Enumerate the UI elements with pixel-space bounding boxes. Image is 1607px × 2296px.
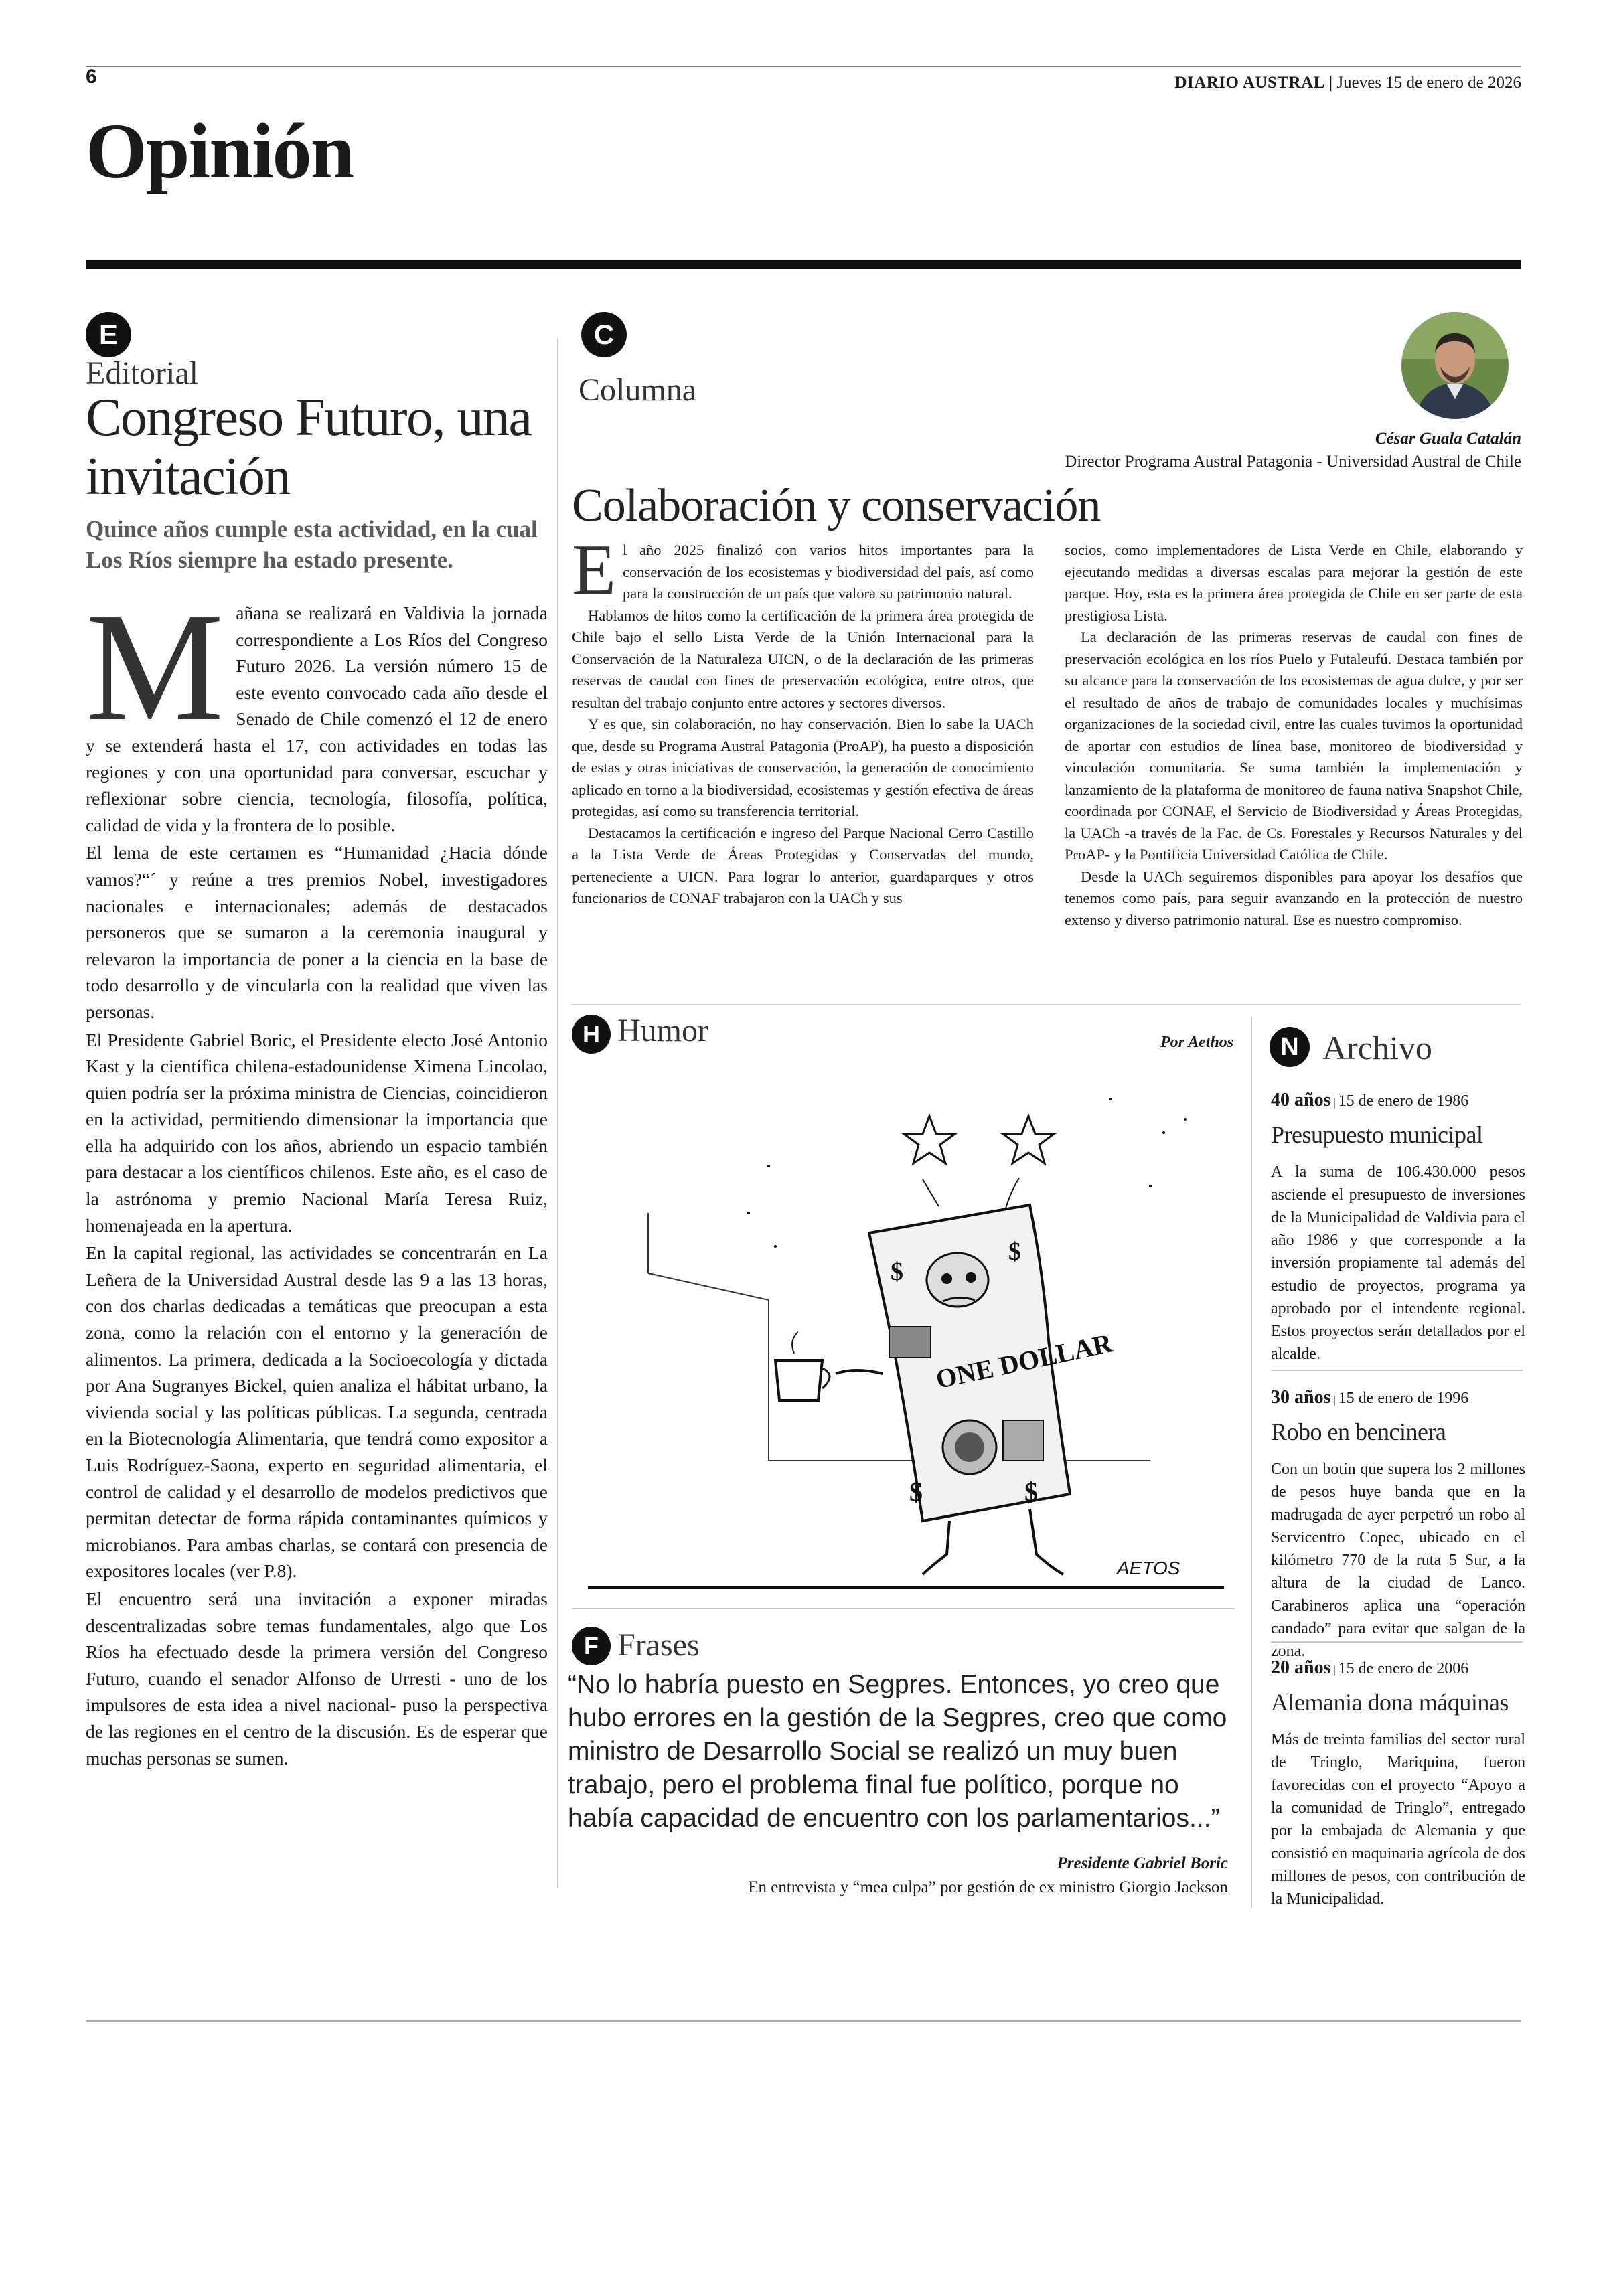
- editorial-paragraph: El Presidente Gabriel Boric, el Presidente electo José Antonio Kast y la científica chilena-estadounidense Ximena Lincolao, quien podría ser la próxima ministra de Ciencias, coincidieron en la actividad, permitiendo dimensionar la importancia que ella ha adquirido con los años, abriendo un espacio también para destacar a los científicos chilenos. Este año, es el caso de la astrónoma y premio Nacional María Teresa Ruiz, homenajeada en la apertura.: [86, 1029, 548, 1236]
- archive-item: 30 años | 15 de enero de 1996 Robo en bencinera Con un botín que supera los 2 millones de pesos huye banda que en la madrugada de ayer perpetró un robo al Servicentro Copec, ubicado en el kilómetro 770 de la ruta 5 Sur, a la altura de la ciudad de Lanco. Carabineros aplica una “operación candado” para evitar que salgan de la zona.: [1271, 1387, 1523, 1663]
- archive-icon: N: [1270, 1027, 1310, 1067]
- column-kicker: Columna: [579, 372, 696, 408]
- column-paragraph: Desde la UACh seguiremos disponibles para apoyar los desafíos que tenemos como país, para seguir avanzando en la protección de nuestro extenso y diverso patrimonio natural. Ese es nuestro compromiso.: [1065, 868, 1523, 928]
- quote-context: En entrevista y “mea culpa” por gestión de ex ministro Giorgio Jackson: [748, 1878, 1228, 1896]
- column-paragraph: La declaración de las primeras reservas de caudal con fines de preservación ecológica en los ríos Puelo y Futaleufú. Destaca también por su alcance para la conservación de los ecosistemas de agua dulce, y por ser el resultado de años de trabajo de comunidades locales y muchísimas organizaciones de la sociedad civil, entre las cuales tuvimos la oportunidad de aportar con estudios de línea base, monitoreo de biodiversidad y vinculación comunitaria. Se suma también la implementación y lanzamiento de la plataforma de monitoreo de fauna nativa Snapshot Chile, coordinada por CONAF, el Servicio de Biodiversidad y Áreas Protegidas, la UACh -a través de la Fac. de Cs. Forestales y Recursos Naturales y del ProAP- y la Pontificia Universidad Católica de Chile.: [1065, 629, 1523, 863]
- masthead: DIARIO AUSTRAL | Jueves 15 de enero de 2026: [1174, 74, 1521, 92]
- editorial-icon: E: [86, 312, 131, 357]
- editorial-paragraph: El lema de este certamen es “Humanidad ¿Hacia dónde vamos?“´ y reúne a tres premios Nobel, investigadores nacionales e internacionales; además de destacados personeros que se sumaron a la ceremonia inaugural y relevaron la importancia de poner a la ciencia en la base de todo desarrollo y de vincularla con la realidad que viven las personas.: [86, 842, 548, 1022]
- column-author: César Guala Catalán: [1375, 430, 1521, 448]
- archive-body: A la suma de 106.430.000 pesos asciende el presupuesto de inversiones de la Municipalidad de Valdivia para el año 1986 y que corresponde a la inversión propiamente tal además del estudio de proyectos, programa ya aprobado por el intendente regional. Estos proyectos serán detallados por el alcalde.: [1271, 1163, 1525, 1363]
- editorial-title: Congreso Futuro, una invitación: [86, 388, 532, 506]
- archive-headline: Alemania dona máquinas: [1271, 1689, 1509, 1716]
- editorial-paragraph: El encuentro será una invitación a exponer miradas descentralizadas sobre temas fundamentales, algo que Los Ríos ha efectuado desde la primera versión del Congreso Futuro, cuando el senador Alfonso de Urresti - uno de los impulsores de esta idea a nivel nacional- puso la perspectiva de las regiones en el centro de la discusión. Es de esperar que muchas personas se sumen.: [86, 1588, 548, 1769]
- archive-date: 15 de enero de 1986: [1338, 1092, 1469, 1110]
- humor-label: Humor: [617, 1013, 708, 1048]
- page-number: 6: [86, 66, 97, 88]
- column-author-role: Director Programa Austral Patagonia - Universidad Austral de Chile: [1065, 453, 1521, 471]
- archive-date: 15 de enero de 2006: [1338, 1660, 1469, 1677]
- paper-name: DIARIO AUSTRAL: [1174, 74, 1325, 92]
- editorial-dropcap: M: [86, 581, 224, 753]
- svg-text:$: $: [1008, 1238, 1021, 1266]
- author-avatar-icon: [1401, 312, 1509, 419]
- column-body-left: [572, 530, 1034, 910]
- column-paragraph: Hablamos de hitos como la certificación de la primera área protegida de Chile bajo el sello Lista Verde de la Unión Internacional para la Conservación de la Naturaleza UICN, o de la declaración de las primeras reservas de caudal con fines de preservación ecológica, entre otros, que resultan del trabajo conjunto entre actores y sectores diversos.: [572, 606, 1034, 711]
- quotes-icon: F: [572, 1627, 611, 1665]
- archive-item: 40 años | 15 de enero de 1986 Presupuesto municipal A la suma de 106.430.000 pesos asciende el presupuesto de inversiones de la Municipalidad de Valdivia para el año 1986 y que corresponde a la inversión propiamente tal además del estudio de proyectos, programa ya aprobado por el intendente regional. Estos proyectos serán detallados por el alcalde.: [1271, 1090, 1523, 1366]
- archive-years: 20 años: [1271, 1657, 1331, 1678]
- column-paragraph: l año 2025 finalizó con varios hitos importantes para la conservación de los ecosistemas y biodiversidad del país, así como para la construcción de un país que valora su patrimonio natural.: [622, 542, 1034, 602]
- column-dropcap: E: [572, 530, 616, 610]
- archive-years: 40 años: [1271, 1090, 1331, 1111]
- column-paragraph: Y es que, sin colaboración, no hay conservación. Bien lo sabe la UACh que, desde su Programa Austral Patagonia (ProAP), ha puesto a disposición de estas y otras iniciativas de conservación, la generación de conocimiento aplicado en torno a la biodiversidad, ecosistemas y gestión efectiva de áreas protegidas, así como su transferencia territorial.: [572, 716, 1034, 819]
- cartoon-signature: AETOS: [1117, 1558, 1180, 1578]
- quote-text: “No lo habría puesto en Segpres. Entonces, yo creo que hubo errores en la gestión de la Segpres, creo que como ministro de Desarrollo Social se realizó un muy buen trabajo, pero el problema final fue político, porque no había capacidad de encuentro con los parlamentarios...”: [568, 1670, 1227, 1833]
- humor-byline: Por Aethos: [1160, 1034, 1234, 1051]
- section-title: Opinión: [86, 107, 354, 195]
- section-rule: [86, 260, 1521, 269]
- bottom-rule: [86, 2020, 1521, 2022]
- quote-author: Presidente Gabriel Boric: [1057, 1854, 1228, 1872]
- archive-headline: Robo en bencinera: [1271, 1418, 1446, 1445]
- column-paragraph: socios, como implementadores de Lista Verde en Chile, elaborando y ejecutando medidas a diversas escalas para mejorar la gestión de este parque. Hoy, esta es la primera área protegida de Chile en ser parte de esta prestigiosa Lista.: [1065, 542, 1523, 624]
- column-body-right: [1065, 540, 1523, 931]
- archive-rule: [1271, 1370, 1523, 1371]
- archive-divider: [1251, 1017, 1252, 1908]
- cartoon-text: ONE DOLLAR: [933, 1327, 1116, 1395]
- column-title: Colaboración y conservación: [572, 480, 1101, 531]
- editorial-paragraph: añana se realizará en Valdivia la jornada correspondiente a Los Ríos del Congreso Futuro 2026. La versión número 15 de este evento convocado cada año desde el Senado de Chile comenzó el 12 de enero y se extenderá hasta el 17, con actividades en todas las regiones y con una oportunidad para conversar, escuchar y reflexionar sobre ciencia, tecnología, filosofía, política, calidad de vida y la frontera de lo posible.: [86, 602, 548, 835]
- humor-cartoon: [575, 1059, 1237, 1594]
- svg-text:$: $: [891, 1258, 903, 1286]
- archive-item: 20 años | 15 de enero de 2006 Alemania dona máquinas Más de treinta familias del sector rural de Tringlo, Mariquina, fueron favorecidas con el proyecto “Apoyo a la comunidad de Tringlo”, entregado por la embajada de Alemania y que consistió en maquinaria agrícola de dos millones de pesos, con contribución de la Municipalidad.: [1271, 1657, 1523, 1910]
- editorial-body: [86, 581, 548, 1773]
- column-bottom-rule: [572, 1004, 1521, 1005]
- archive-rule: [1271, 1641, 1523, 1643]
- editorial-kicker: Editorial: [86, 355, 198, 391]
- dollar-cartoon-icon: [575, 1059, 1237, 1594]
- archive-date: 15 de enero de 1996: [1338, 1390, 1469, 1407]
- column-paragraph: Destacamos la certificación e ingreso del Parque Nacional Cerro Castillo a la Lista Verde de Áreas Protegidas y Conservadas del mundo, perteneciente a UICN. Para lograr lo anterior, guardaparques y otros funcionarios de CONAF trabajaron con la UACh y sus: [572, 824, 1034, 906]
- svg-text:$: $: [1024, 1477, 1038, 1507]
- editorial-paragraph: En la capital regional, las actividades se concentrarán en La Leñera de la Universidad Austral desde las 9 a las 13 horas, con dos charlas dedicadas a temáticas que preocupan a esta zona, como la relación con el entorno y la generación de alimentos. La primera, dedicada a la Socioecología y dictada por Ana Sugranyes Bickel, quien analiza el hábitat urbano, la vivienda social y las políticas públicas. La segunda, centrada en la Biotecnología Alimentaria, que tendrá como expositor a Luis Rodríguez-Saona, experto en seguridad alimentaria, el control de calidad y el desarrollo de modelos predictivos que permitan detectar de forma rápida contaminantes químicos y microbianos. Para ambas charlas, se contará con presencia de expositores locales (ver P.8).: [86, 1242, 548, 1582]
- author-photo: [1401, 312, 1509, 419]
- archive-years: 30 años: [1271, 1387, 1331, 1408]
- column-divider: [557, 338, 558, 1888]
- top-rule: [86, 66, 1521, 67]
- archive-body: Con un botín que supera los 2 millones de pesos huye banda que en la madrugada de ayer perpetró un robo al Servicentro Copec, ubicado en el kilómetro 770 de la ruta 5 Sur, a la altura de la ciudad de Lanco. Carabineros aplica una “operación candado” para evitar que salgan de la zona.: [1271, 1461, 1525, 1660]
- archive-headline: Presupuesto municipal: [1271, 1121, 1483, 1148]
- archive-label: Archivo: [1322, 1029, 1432, 1066]
- editorial-dek: Quince años cumple esta actividad, en la cual Los Ríos siempre ha estado presente.: [86, 516, 538, 573]
- humor-bottom-rule: [572, 1608, 1235, 1609]
- column-icon: C: [581, 312, 627, 357]
- humor-icon: H: [572, 1015, 611, 1054]
- svg-text:$: $: [909, 1477, 923, 1507]
- issue-date: Jueves 15 de enero de 2026: [1336, 74, 1521, 92]
- quotes-label: Frases: [617, 1627, 700, 1663]
- archive-body: Más de treinta familias del sector rural de Tringlo, Mariquina, fueron favorecidas con el proyecto “Apoyo a la comunidad de Tringlo”, entregado por la embajada de Alemania y que consistió en maquinaria agrícola de dos millones de pesos, con contribución de la Municipalidad.: [1271, 1731, 1525, 1908]
